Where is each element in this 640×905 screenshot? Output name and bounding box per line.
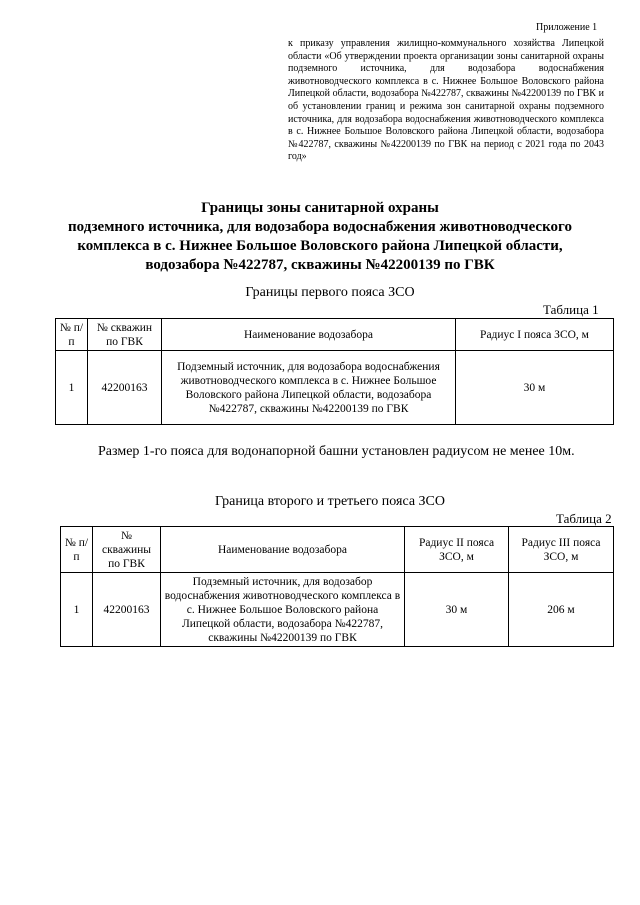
table1-header-name: Наименование водозабора [162,319,456,351]
section1-title: Границы первого пояса ЗСО [245,285,415,300]
table1-cell-well: 42200163 [88,351,162,425]
table-1 [55,318,614,425]
table2-cell-well: 42200163 [93,573,161,647]
table2-cell-radius3: 206 м [509,573,614,647]
document-title-line-4: водозабора №422787, скважины №42200139 по ГВК [145,257,495,273]
table2-header-num: № п/п [61,527,93,573]
table1-header-row [56,319,614,351]
table2-header-name: Наименование водозабора [161,527,405,573]
document-title-line-1: Границы зоны санитарной охраны [201,200,439,216]
table-row [56,351,614,425]
table1-header-num: № п/п [56,319,88,351]
table1-cell-num: 1 [56,351,88,425]
table2-cell-name: Подземный источник, для водозабор водоснабжения животноводческого комплекса в с. Нижнее Большое Воловского района Липецкой области, водозабора №422787, скважины №42200139 по ГВК [161,573,405,647]
table2-cell-num: 1 [61,573,93,647]
table1-label: Таблица 1 [543,302,599,317]
table1-header-well: № скважин по ГВК [88,319,162,351]
appendix-title: Приложение 1 [536,22,598,33]
document-title [60,199,580,275]
table1-cell-radius1: 30 м [456,351,614,425]
table2-label: Таблица 2 [556,511,612,526]
table2-cell-radius2: 30 м [405,573,509,647]
document-title-line-2: подземного источника, для водозабора водоснабжения животноводческого [68,219,572,235]
table-2 [60,526,614,647]
section2-title: Граница второго и третьего пояса ЗСО [214,494,446,509]
appendix-text: к приказу управления жилищно-коммунального хозяйства Липецкой области «Об утверждении проекта организации зоны санитарной охраны подземного источника, для водозабора водоснабжения животноводческого комплекса в с. Нижнее Большое Воловского района Липецкой области, водозабора №422787, скважины №42200139 по ГВК и об установлении границ и режима зон санитарной охраны подземного источника, для водозабора водоснабжения животноводческого комплекса в с. Нижнее Большое Воловского района Липецкой области, водозабора №422787, скважины №42200139 по ГВК на период с 2021 года по 2043 год» [288,38,604,163]
table2-header-well: № скважины по ГВК [93,527,161,573]
table1-cell-name: Подземный источник, для водозабора водоснабжения животноводческого комплекса в с. Нижнее Большое Воловского района Липецкой области, водозабора №422787, скважины №42200139 по ГВК [162,351,456,425]
table2-header-row [61,527,614,573]
table2-header-radius2: Радиус II пояса ЗСО, м [405,527,509,573]
table2-header-radius3: Радиус III пояса ЗСО, м [509,527,614,573]
document-title-line-3: комплекса в с. Нижнее Большое Воловского района Липецкой области, [77,238,563,254]
tower-radius-note: Размер 1-го пояса для водонапорной башни установлен радиусом не менее 10м. [98,444,575,459]
table-row [61,573,614,647]
table1-header-radius1: Радиус I пояса ЗСО, м [456,319,614,351]
